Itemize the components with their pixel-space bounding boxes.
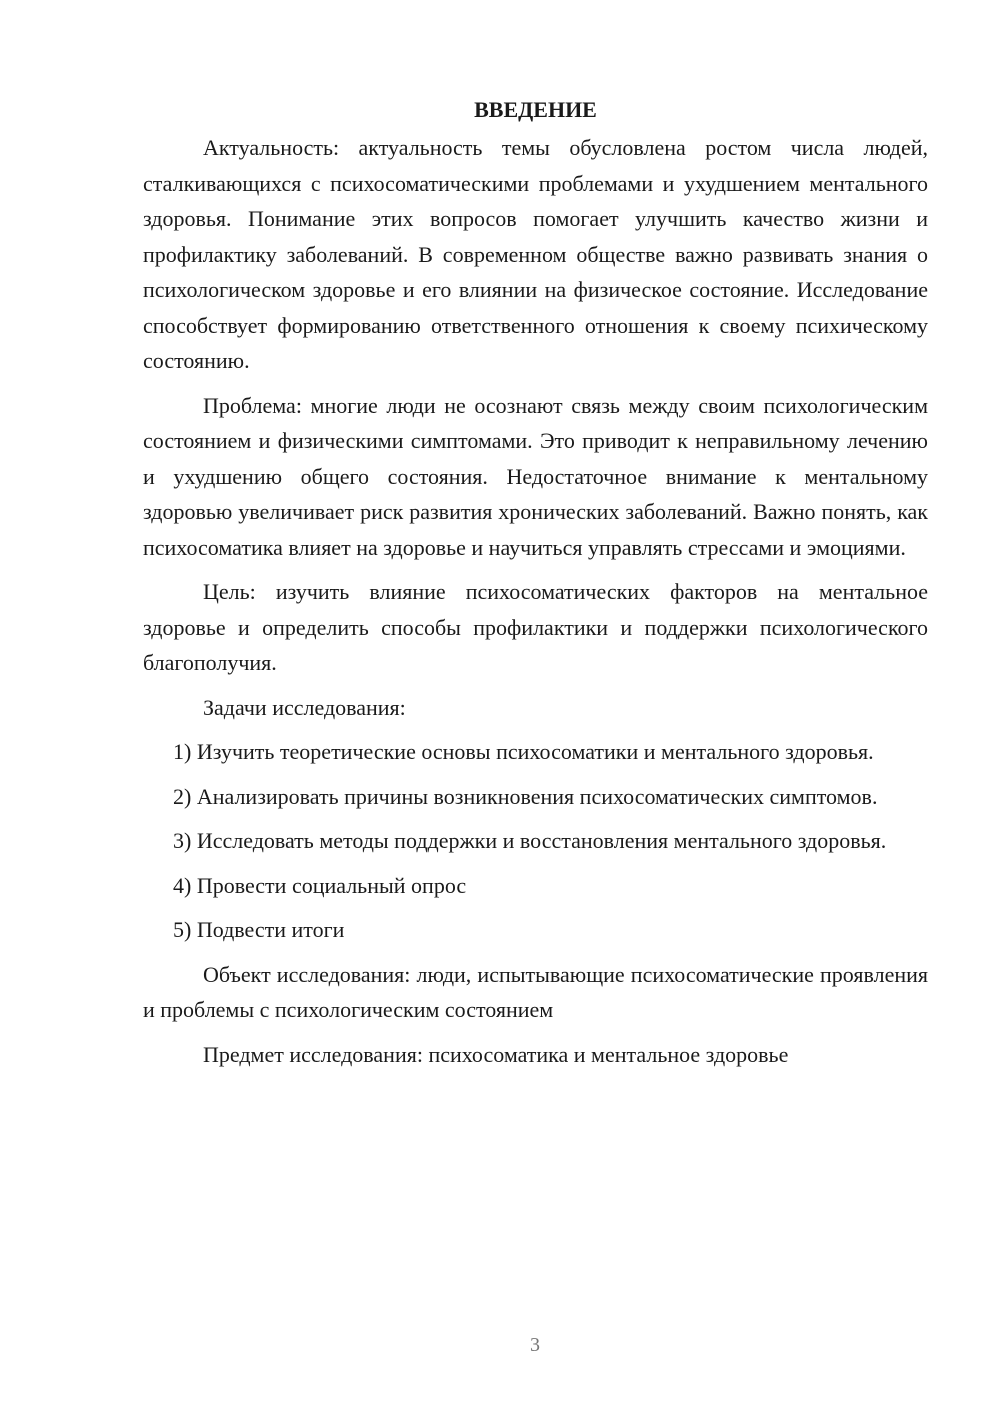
task-item-1: 1) Изучить теоретические основы психосоматики и ментального здоровья. [173, 739, 874, 764]
task-item-2: 2) Анализировать причины возникновения психосоматических симптомов. [173, 783, 878, 809]
task-item-3: 3) Исследовать методы поддержки и восстановления ментального здоровья. [173, 828, 887, 853]
subject-paragraph: Предмет исследования: психосоматика и ментальное здоровье [203, 1041, 789, 1067]
problem-paragraph: Проблема: многие люди не осознают связь между своим психологическим состоянием и физическими симптомами. Это приводит к неправильному лечению и ухудшению общего состояния. Недостаточное внимание к ментальному здоровью увеличивает риск развития хронических заболеваний. Важно понять, как психосоматика влияет на здоровье и научиться управлять стрессами и эмоциями. [143, 392, 928, 560]
task-item-5: 5) Подвести итоги [173, 917, 345, 942]
relevance-paragraph: Актуальность: актуальность темы обусловлена ростом числа людей, сталкивающихся с психосоматическими проблемами и ухудшением ментального здоровья. Понимание этих вопросов помогает улучшить качество жизни и профилактику заболеваний. В современном обществе важно развивать знания о психологическом здоровье и его влиянии на физическое состояние. Исследование способствует формированию ответственного отношения к своему психическому состоянию. [143, 135, 928, 373]
section-title: ВВЕДЕНИЕ [474, 97, 597, 122]
document-page [143, 92, 928, 1081]
tasks-heading: Задачи исследования: [203, 694, 406, 720]
task-item-4: 4) Провести социальный опрос [173, 872, 467, 898]
page-number: 3 [530, 1334, 540, 1356]
object-paragraph: Объект исследования: люди, испытывающие психосоматические проявления и проблемы с психологическим состоянием [143, 961, 928, 1022]
goal-paragraph: Цель: изучить влияние психосоматических факторов на ментальное здоровье и определить способы профилактики и поддержки психологического благополучия. [143, 579, 928, 675]
